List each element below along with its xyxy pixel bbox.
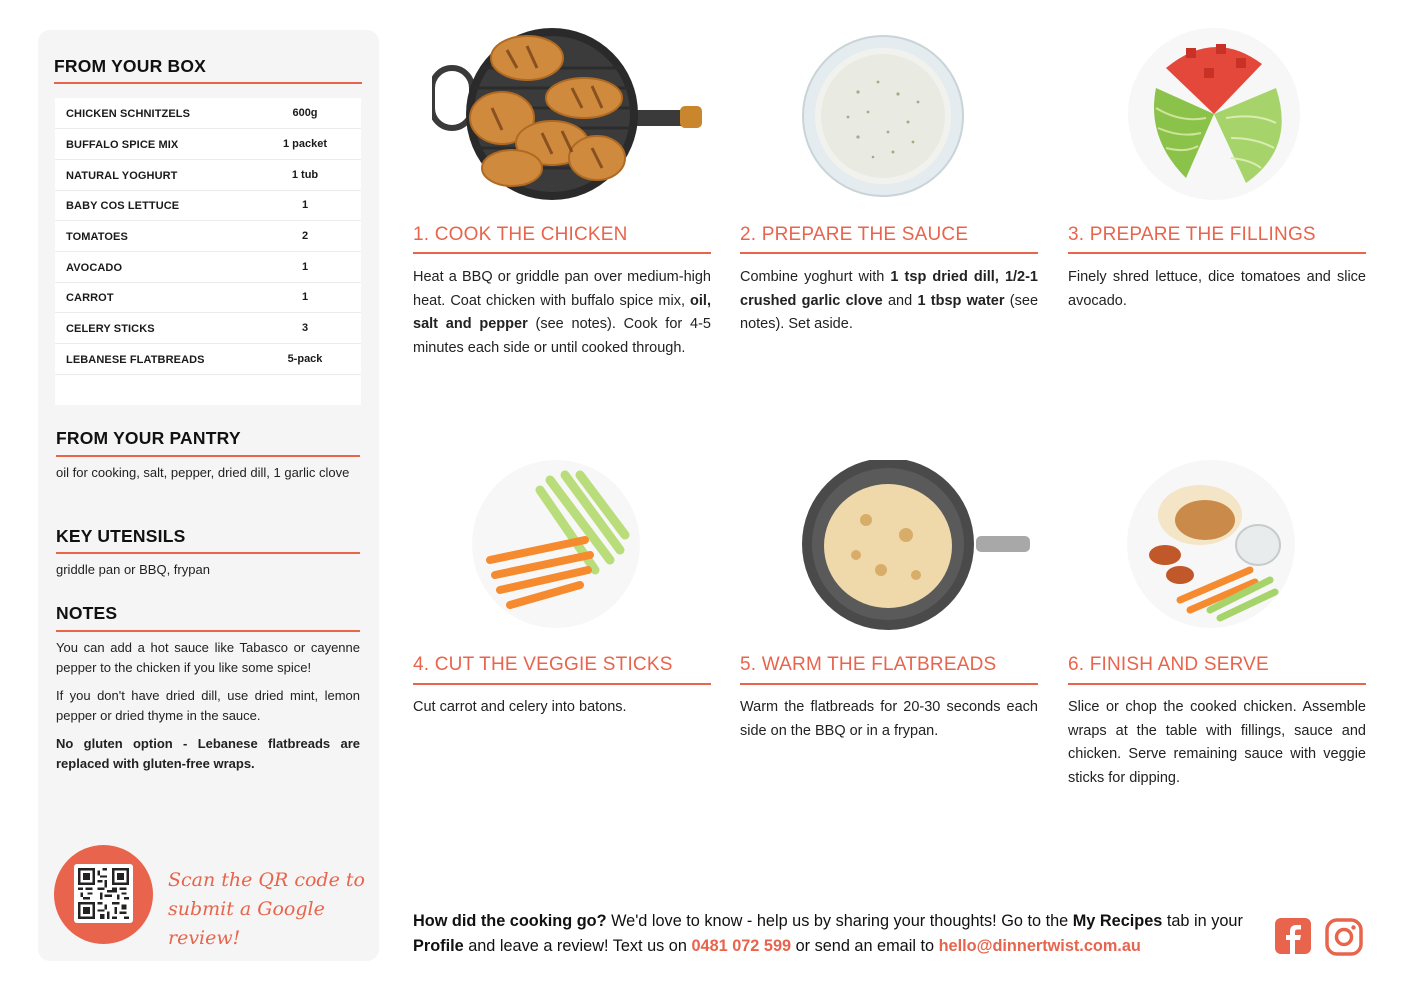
table-row	[55, 98, 361, 129]
notes-title: NOTES	[56, 603, 118, 623]
ingredient-name: TOMATOES	[66, 231, 128, 243]
finished-wraps-image	[1120, 460, 1302, 630]
note-text-gluten: No gluten option - Lebanese flatbreads are replaced with gluten-free wraps.	[56, 736, 360, 771]
qr-badge	[54, 845, 153, 944]
ingredient-qty: 2	[301, 230, 309, 242]
pantry-rule	[56, 455, 360, 457]
table-row	[55, 313, 361, 344]
ingredient-name: AVOCADO	[66, 262, 123, 274]
step-6-title: 6. FINISH AND SERVE	[1068, 654, 1269, 675]
utensils-text: griddle pan or BBQ, frypan	[56, 562, 210, 577]
fillings-plate-image	[1126, 28, 1302, 200]
step-5-body: Warm the flatbreads for 20-30 seconds each side on the BBQ or in a frypan.	[740, 699, 1038, 739]
step-3-body: Finely shred lettuce, dice tomatoes and slice avocado.	[1068, 269, 1366, 309]
ingredient-qty: 5-pack	[287, 353, 323, 365]
note-text: If you don't have dried dill, use dried mint, lemon pepper or dried thyme in the sauce.	[56, 688, 360, 723]
ingredient-qty: 1	[301, 261, 309, 273]
ingredient-name: NATURAL YOGHURT	[66, 170, 178, 182]
table-row	[55, 344, 361, 375]
ingredient-name: CARROT	[66, 292, 114, 304]
qr-code-icon[interactable]	[74, 864, 133, 923]
pantry-text: oil for cooking, salt, pepper, dried dill, 1 garlic clove	[56, 465, 350, 480]
ingredients-table	[55, 98, 361, 405]
step-4-title: 4. CUT THE VEGGIE STICKS	[413, 654, 673, 675]
sidebar	[38, 30, 379, 961]
step-2-body: Combine yoghurt with 1 tsp dried dill, 1/2-1 crushed garlic clove and 1 tbsp water (see notes). Set aside.	[740, 269, 1039, 332]
table-row	[55, 129, 361, 160]
step-2-rule	[740, 252, 1038, 254]
ingredient-qty: 1 packet	[282, 138, 328, 150]
table-row	[55, 221, 361, 252]
table-row	[55, 282, 361, 313]
facebook-icon[interactable]	[1275, 918, 1313, 956]
step-1-rule	[413, 252, 711, 254]
table-row	[55, 160, 361, 191]
ingredient-qty: 1 tub	[291, 169, 319, 181]
veggie-sticks-image	[470, 460, 642, 630]
flatbread-pan-image	[796, 460, 1032, 630]
table-row	[55, 190, 361, 221]
pantry-title: FROM YOUR PANTRY	[56, 428, 241, 448]
ingredient-qty: 600g	[292, 107, 318, 119]
email-link[interactable]: hello@dinnertwist.com.au	[938, 937, 1141, 955]
review-footer: How did the cooking go? We'd love to know - help us by sharing your thoughts! Go to the My Recipes tab in your Profile and leave a review! Text us on 0481 072 599 or send an email to hello@dinnertwist.com.au	[413, 912, 1243, 955]
step-3-title: 3. PREPARE THE FILLINGS	[1068, 224, 1316, 245]
qr-caption-line2: submit a Google review!	[168, 898, 325, 949]
ingredient-qty: 1	[301, 291, 309, 303]
griddle-chicken-image	[432, 28, 704, 200]
step-5-title: 5. WARM THE FLATBREADS	[740, 654, 997, 675]
step-1-body: Heat a BBQ or griddle pan over medium-high heat. Coat chicken with buffalo spice mix, oil, salt and pepper (see notes). Cook for 4-5 minutes each side or until cooked through.	[413, 269, 711, 356]
step-6-rule	[1068, 683, 1366, 685]
qr-caption-line1: Scan the QR code to	[168, 869, 365, 891]
phone-link[interactable]: 0481 072 599	[691, 937, 792, 955]
ingredient-name: CELERY STICKS	[66, 323, 155, 335]
box-title-rule	[54, 82, 362, 84]
ingredient-qty: 1	[301, 199, 309, 211]
step-2-title: 2. PREPARE THE SAUCE	[740, 224, 969, 245]
step-6-body: Slice or chop the cooked chicken. Assemble wraps at the table with fillings, sauce and chicken. Serve remaining sauce with veggie sticks for dipping.	[1068, 699, 1366, 786]
instagram-icon[interactable]	[1325, 918, 1363, 956]
step-5-rule	[740, 683, 1038, 685]
box-title: FROM YOUR BOX	[54, 56, 207, 76]
table-row	[55, 252, 361, 283]
step-4-body: Cut carrot and celery into batons.	[413, 699, 627, 715]
ingredient-name: LEBANESE FLATBREADS	[66, 354, 205, 366]
utensils-title: KEY UTENSILS	[56, 526, 186, 546]
notes-rule	[56, 630, 360, 632]
ingredient-name: BUFFALO SPICE MIX	[66, 139, 179, 151]
step-1-title: 1. COOK THE CHICKEN	[413, 224, 628, 245]
ingredient-name: BABY COS LETTUCE	[66, 200, 180, 212]
utensils-rule	[56, 552, 360, 554]
ingredient-name: CHICKEN SCHNITZELS	[66, 108, 191, 120]
sauce-bowl-image	[798, 32, 968, 202]
step-4-rule	[413, 683, 711, 685]
note-text: You can add a hot sauce like Tabasco or cayenne pepper to the chicken if you like some spice!	[56, 640, 360, 675]
ingredient-qty: 3	[301, 322, 309, 334]
step-3-rule	[1068, 252, 1366, 254]
